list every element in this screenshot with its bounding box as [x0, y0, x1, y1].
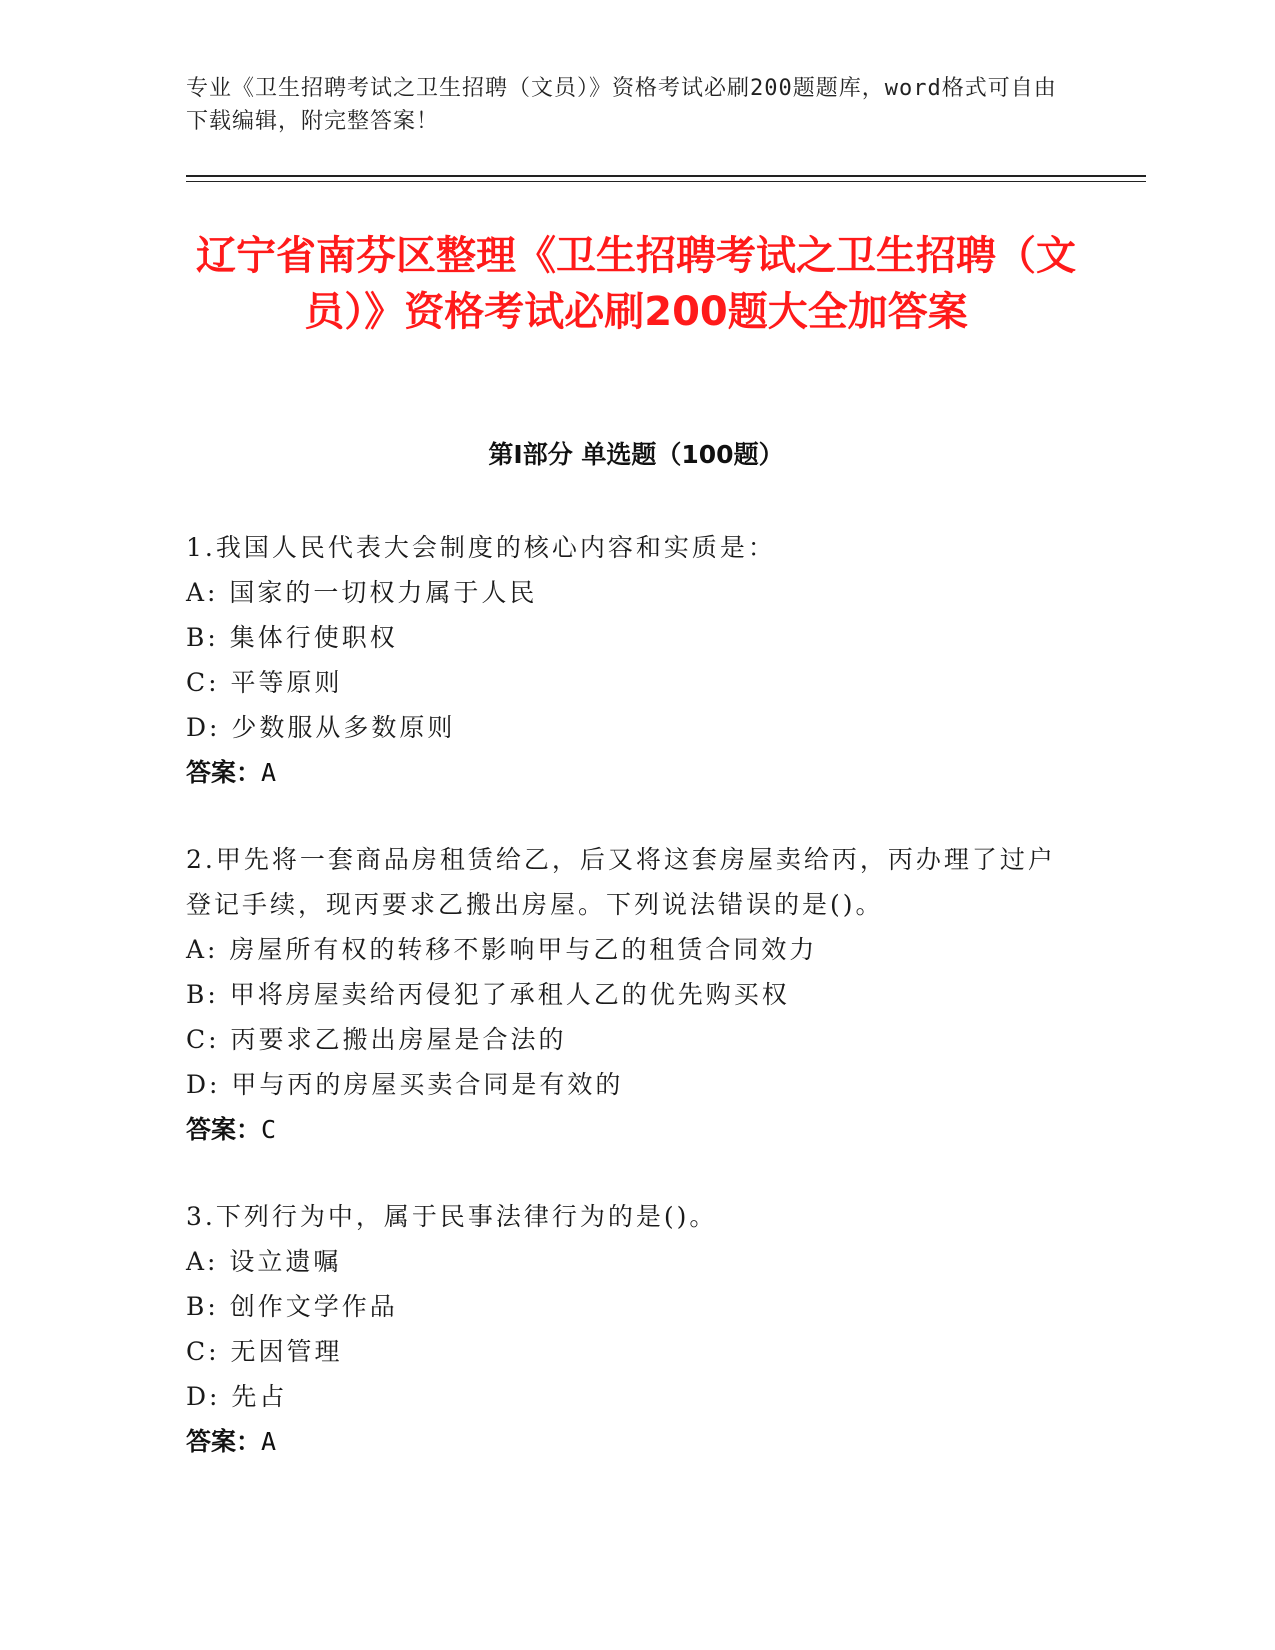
section-title: 第Ⅰ部分 单选题（100题）: [488, 440, 784, 469]
question-1: [186, 525, 1066, 795]
option-a: A: 国家的一切权力属于人民: [186, 578, 538, 607]
option-a: A: 设立遗嘱: [186, 1247, 342, 1276]
option-b: B: 甲将房屋卖给丙侵犯了承租人乙的优先购买权: [186, 980, 790, 1009]
header-note: 专业《卫生招聘考试之卫生招聘（文员）》资格考试必刷200题题库，word格式可自由下载编辑，附完整答案！: [186, 76, 1057, 134]
answer-value: C: [261, 1115, 277, 1144]
option-a: A: 房屋所有权的转移不影响甲与乙的租赁合同效力: [186, 935, 818, 964]
option-c: C: 平等原则: [186, 668, 343, 697]
answer-label: 答案：: [186, 1427, 262, 1456]
option-c: C: 无因管理: [186, 1337, 343, 1366]
answer-line: [186, 750, 1066, 795]
question-stem: 1.我国人民代表大会制度的核心内容和实质是：: [186, 533, 776, 562]
question-stem: 2.甲先将一套商品房租赁给乙，后又将这套房屋卖给丙，丙办理了过户登记手续，现丙要求乙搬出房屋。下列说法错误的是()。: [186, 845, 1056, 919]
answer-value: A: [261, 758, 277, 787]
header-divider-thin: [186, 181, 1146, 182]
option-d: D: 少数服从多数原则: [186, 713, 456, 742]
answer-label: 答案：: [186, 758, 262, 787]
document-title: 辽宁省南芬区整理《卫生招聘考试之卫生招聘（文员）》资格考试必刷200题大全加答案: [196, 233, 1076, 335]
question-stem: 3.下列行为中，属于民事法律行为的是()。: [186, 1202, 718, 1231]
option-b: B: 集体行使职权: [186, 623, 398, 652]
question-2: [186, 837, 1066, 1152]
answer-line: [186, 1419, 1066, 1464]
answer-label: 答案：: [186, 1115, 262, 1144]
answer-line: [186, 1107, 1066, 1152]
question-3: [186, 1194, 1066, 1464]
question-list: [186, 525, 1066, 1506]
option-c: C: 丙要求乙搬出房屋是合法的: [186, 1025, 567, 1054]
option-d: D: 先占: [186, 1382, 288, 1411]
answer-value: A: [261, 1427, 277, 1456]
option-b: B: 创作文学作品: [186, 1292, 398, 1321]
header-divider-thick: [186, 175, 1146, 177]
option-d: D: 甲与丙的房屋买卖合同是有效的: [186, 1070, 624, 1099]
